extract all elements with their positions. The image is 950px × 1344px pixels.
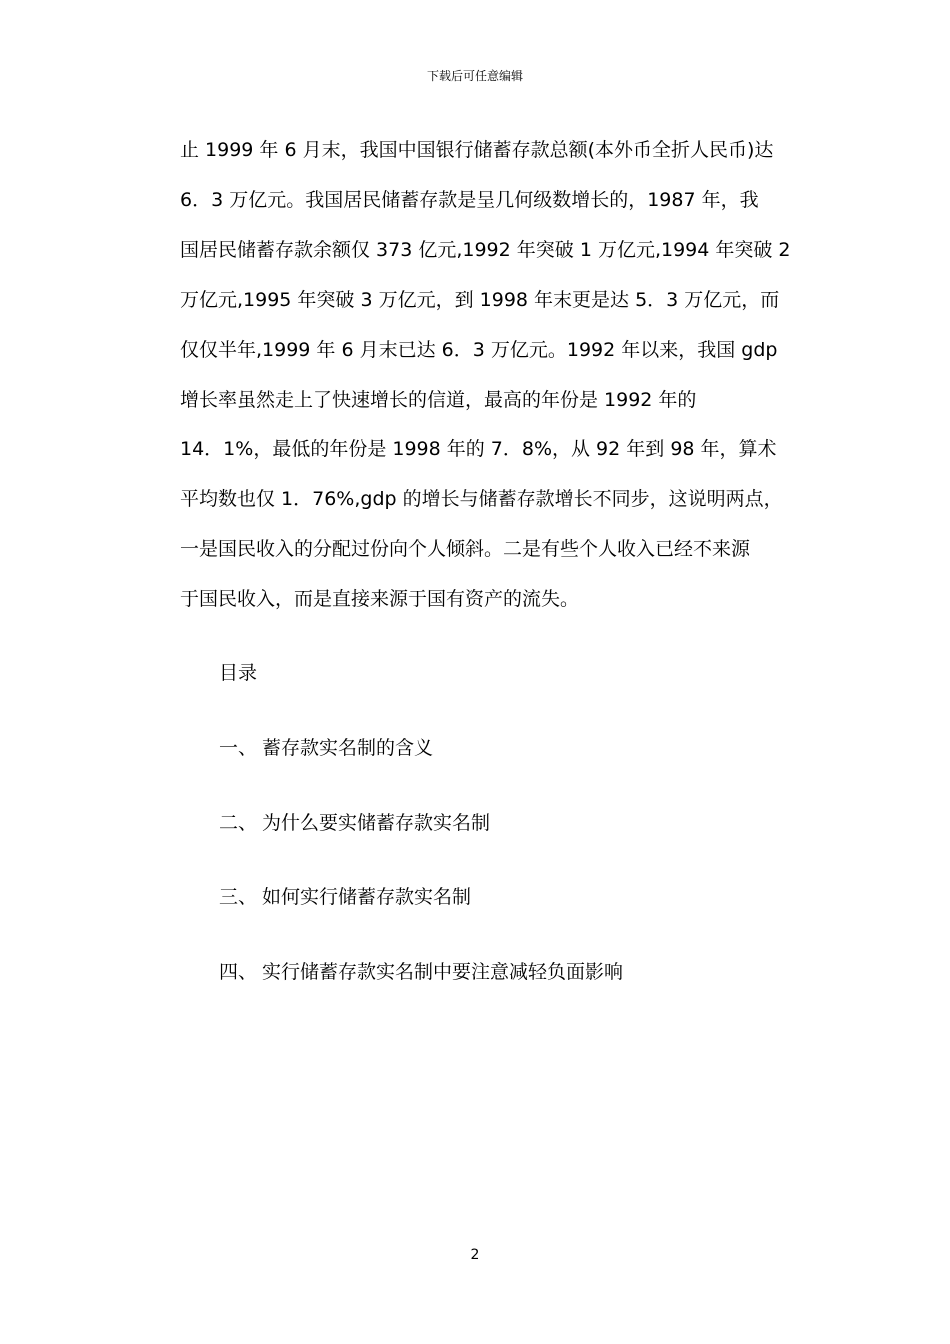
body-line: 平均数也仅 1．76%,gdp 的增长与储蓄存款增长不同步，这说明两点，: [180, 488, 783, 510]
body-line: 6．3 万亿元。我国居民储蓄存款是呈几何级数增长的，1987 年，我: [180, 189, 759, 211]
body-line: 仅仅半年,1999 年 6 月末已达 6．3 万亿元。1992 年以来，我国 gdp: [180, 339, 778, 361]
toc-item: [219, 959, 623, 985]
toc-item-number: 二、: [219, 812, 258, 834]
toc-item-text: 如何实行储蓄存款实名制: [262, 886, 472, 908]
toc-title: 目录: [219, 662, 258, 684]
body-line: 14．1%，最低的年份是 1998 年的 7．8%，从 92 年到 98 年，算术: [180, 438, 777, 460]
toc-item-text: 实行储蓄存款实名制中要注意减轻负面影响: [262, 961, 624, 983]
toc-item-number: 一、: [219, 737, 258, 759]
toc-item: [219, 735, 433, 761]
body-line: 于国民收入，而是直接来源于国有资产的流失。: [180, 588, 580, 610]
page-header: 下载后可任意编辑: [426, 69, 523, 83]
body-line: 万亿元,1995 年突破 3 万亿元，到 1998 年末更是达 5．3 万亿元，而: [180, 289, 780, 311]
body-line: 止 1999 年 6 月末，我国中国银行储蓄存款总额(本外币全折人民币)达: [180, 139, 774, 161]
body-line: 增长率虽然走上了快速增长的信道，最高的年份是 1992 年的: [180, 389, 697, 411]
toc-item-number: 三、: [219, 886, 258, 908]
toc-item-text: 为什么要实储蓄存款实名制: [262, 812, 491, 834]
toc-item-text: 蓄存款实名制的含义: [262, 737, 434, 759]
toc-item: [219, 810, 490, 836]
page-number: 2: [470, 1247, 480, 1263]
toc-item: [219, 884, 471, 910]
body-line: 一是国民收入的分配过份向个人倾斜。二是有些个人收入已经不来源: [180, 538, 751, 560]
toc-item-number: 四、: [219, 961, 258, 983]
body-line: 国居民储蓄存款余额仅 373 亿元,1992 年突破 1 万亿元,1994 年突破 2: [180, 239, 791, 261]
